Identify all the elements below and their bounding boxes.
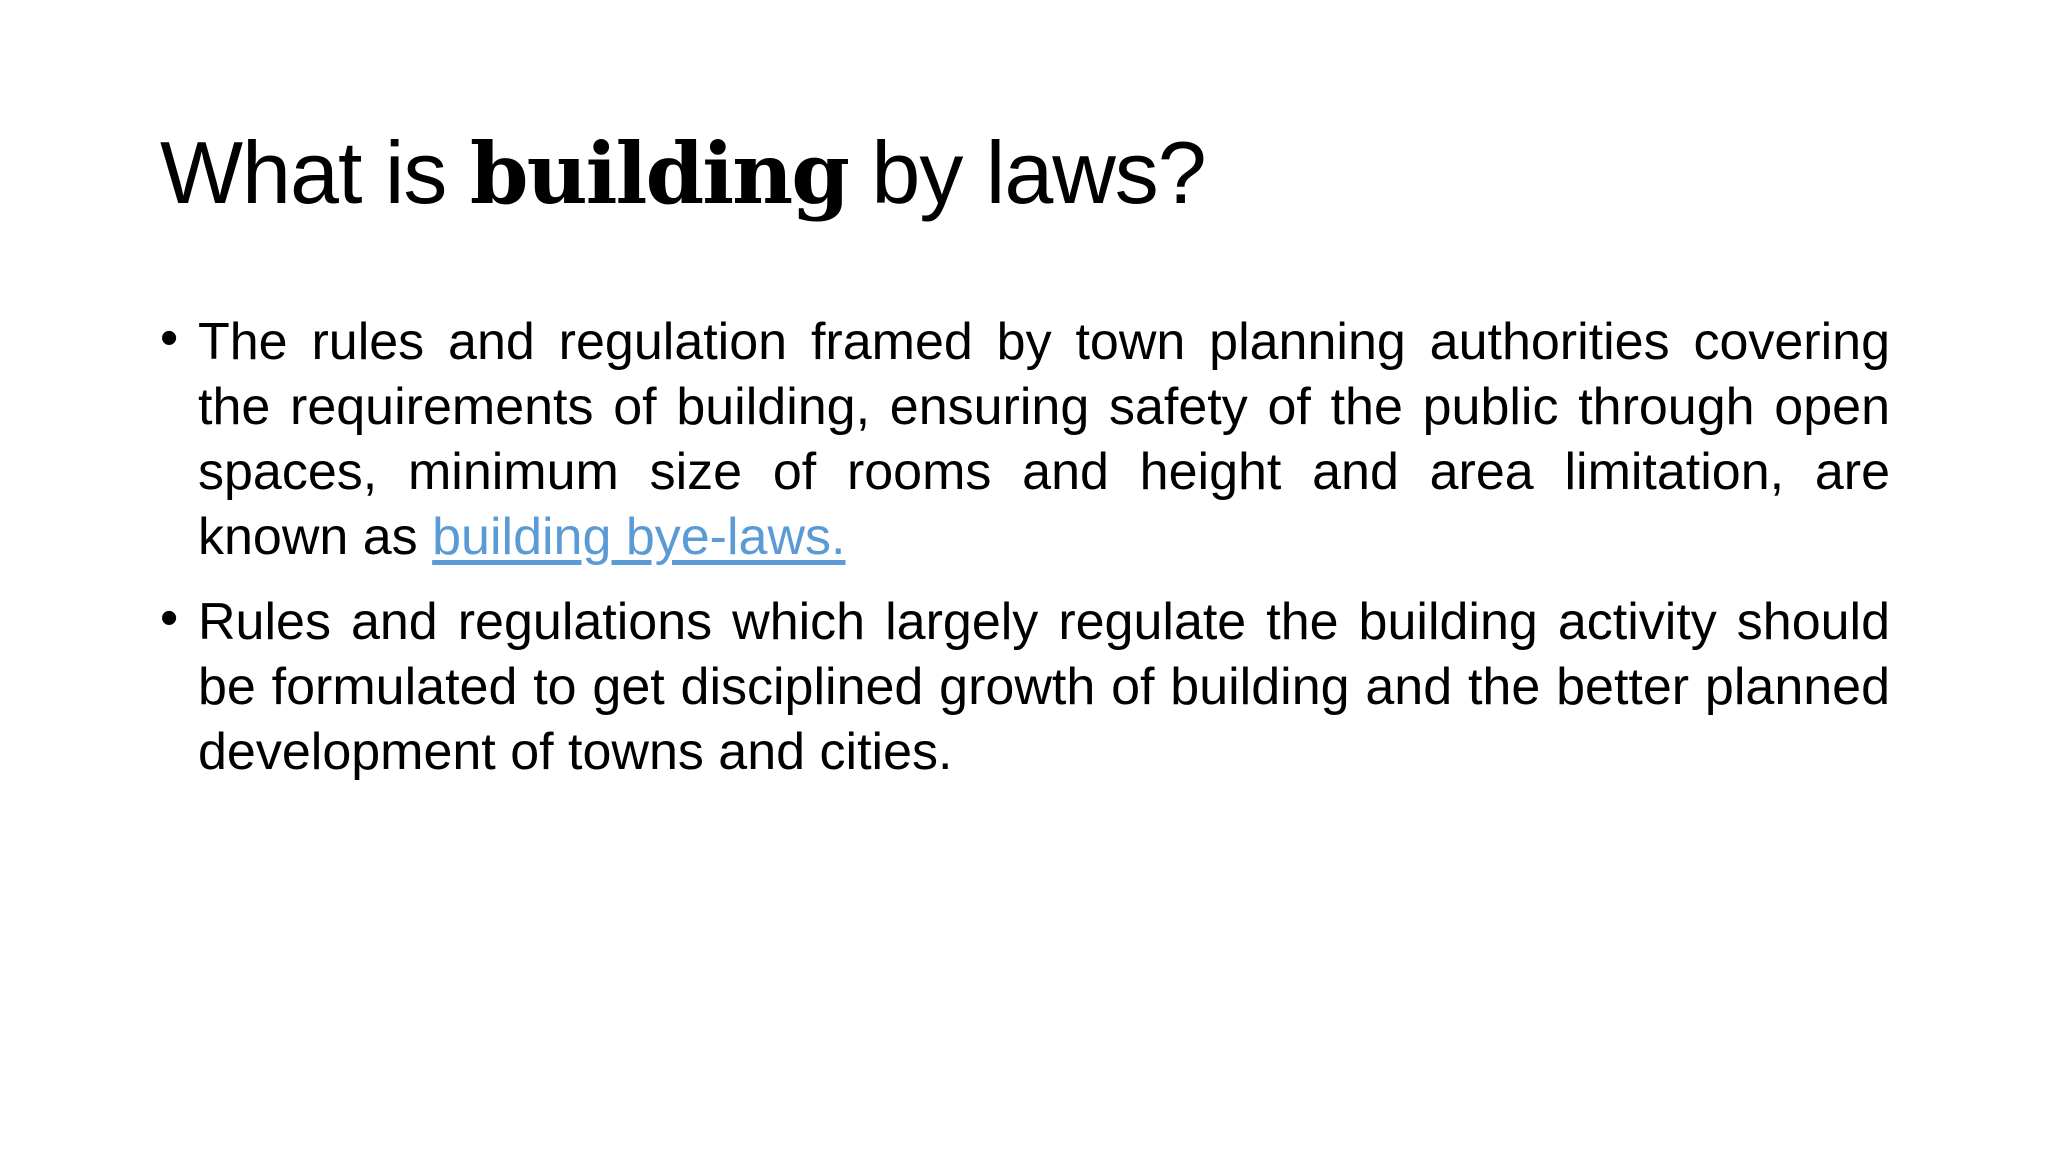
bullet-item-1 — [160, 310, 1890, 570]
title-bold-word: building — [469, 124, 848, 223]
bullet-1-text: The rules and regulation framed by town planning authorities covering the requirements of building, ensuring safety of the public through open spaces, minimum size of rooms and height and area limitation, are known as — [198, 313, 1890, 566]
title-part-2: by laws? — [847, 123, 1206, 222]
building-bye-laws-link[interactable]: building bye-laws. — [432, 508, 846, 566]
bullet-dot-icon: • — [160, 309, 179, 367]
bullet-2-text: Rules and regulations which largely regulate the building activity should be formulated to get disciplined growth of building and the better planned development of towns and cities. — [198, 593, 1890, 781]
bullet-dot-icon: • — [160, 589, 179, 647]
slide-title — [160, 118, 1206, 229]
bullet-item-2 — [160, 590, 1890, 785]
bullet-list — [160, 310, 1890, 805]
title-part-1: What is — [160, 123, 470, 222]
